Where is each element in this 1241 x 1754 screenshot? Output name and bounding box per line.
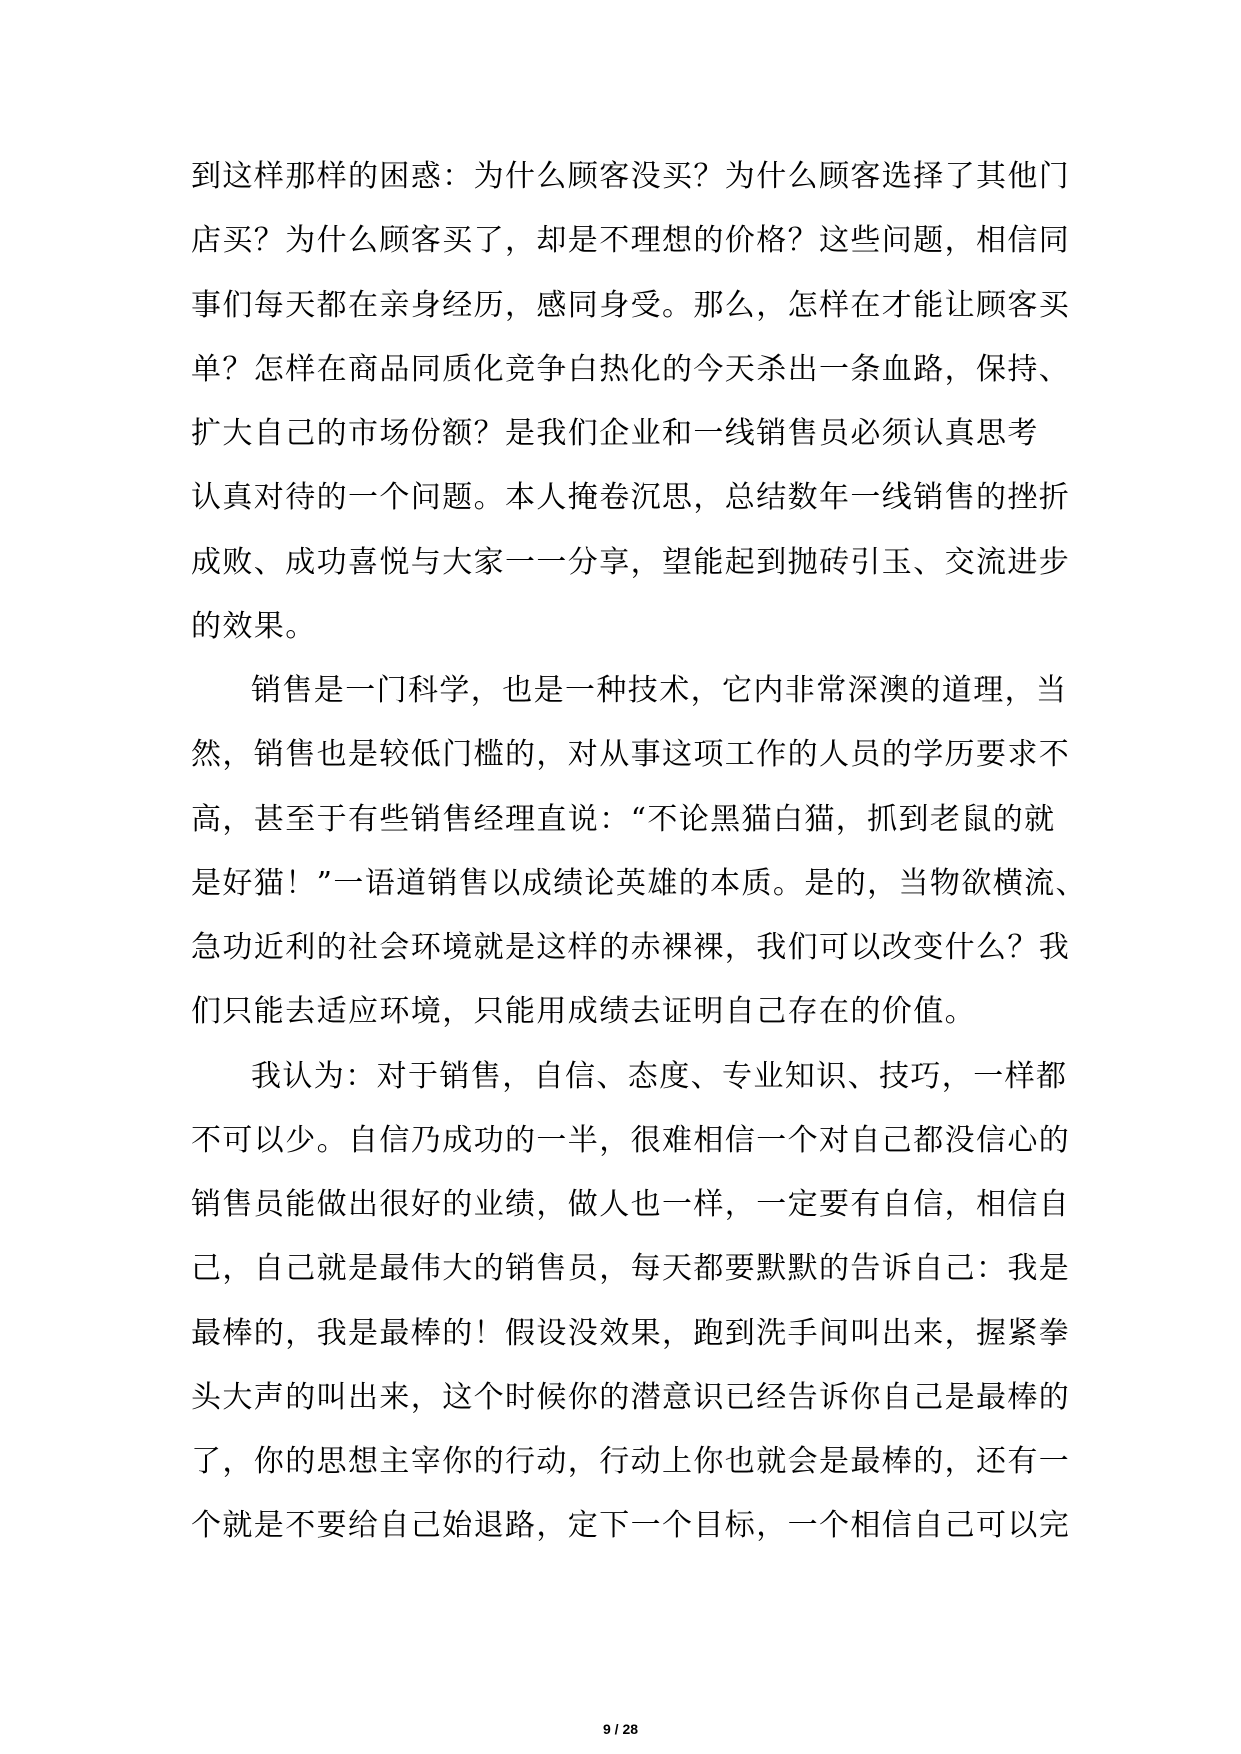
text-line: 扩大自己的市场份额？是我们企业和一线销售员必须认真思考 [191, 416, 1039, 451]
text-line: 单？怎样在商品同质化竞争白热化的今天杀出一条血路，保持、 [191, 351, 1071, 387]
text-line: 的效果。 [191, 608, 317, 644]
paragraph-first-line: 销售是一门科学，也是一种技术，它内非常深澳的道理，当 [251, 673, 1068, 708]
text-line: 不可以少。自信乃成功的一半，很难相信一个对自己都没信心的 [191, 1122, 1071, 1158]
text-line: 销售员能做出很好的业绩，做人也一样，一定要有自信，相信自 [191, 1187, 1071, 1222]
text-line: 认真对待的一个问题。本人掩卷沉思，总结数年一线销售的挫折 [191, 480, 1071, 516]
text-line: 急功近利的社会环境就是这样的赤裸裸，我们可以改变什么？我 [191, 930, 1071, 965]
text-line: 们只能去适应环境，只能用成绩去证明自己存在的价值。 [191, 994, 976, 1030]
text-line: 己，自己就是最伟大的销售员，每天都要默默的告诉自己：我是 [191, 1251, 1071, 1287]
text-line: 成败、成功喜悦与大家一一分享，望能起到抛砖引玉、交流进步 [191, 544, 1071, 580]
text-line: 然，销售也是较低门槛的，对从事这项工作的人员的学历要求不 [191, 737, 1071, 773]
body-text [191, 159, 1087, 1576]
text-line: 到这样那样的困惑：为什么顾客没买？为什么顾客选择了其他门 [191, 159, 1071, 194]
paragraph-first-line: 我认为：对于销售，自信、态度、专业知识、技巧，一样都 [251, 1058, 1068, 1094]
text-line: 头大声的叫出来，这个时候你的潜意识已经告诉你自己是最棒的 [191, 1379, 1071, 1415]
text-line: 个就是不要给自己始退路，定下一个目标，一个相信自己可以完 [191, 1508, 1071, 1544]
page-number: 9 / 28 [602, 1721, 639, 1737]
text-line: 店买？为什么顾客买了，却是不理想的价格？这些问题，相信同 [191, 223, 1071, 259]
text-line: 了，你的思想主宰你的行动，行动上你也就会是最棒的，还有一 [191, 1444, 1071, 1479]
text-line: 最棒的，我是最棒的！假设没效果，跑到洗手间叫出来，握紧拳 [191, 1315, 1071, 1351]
text-line: 事们每天都在亲身经历，感同身受。那么，怎样在才能让顾客买 [191, 287, 1071, 323]
text-line: 是好猫！”一语道销售以成绩论英雄的本质。是的，当物欲横流、 [191, 865, 1087, 901]
text-line: 高，甚至于有些销售经理直说：“不论黑猫白猫，抓到老鼠的就 [191, 801, 1056, 837]
